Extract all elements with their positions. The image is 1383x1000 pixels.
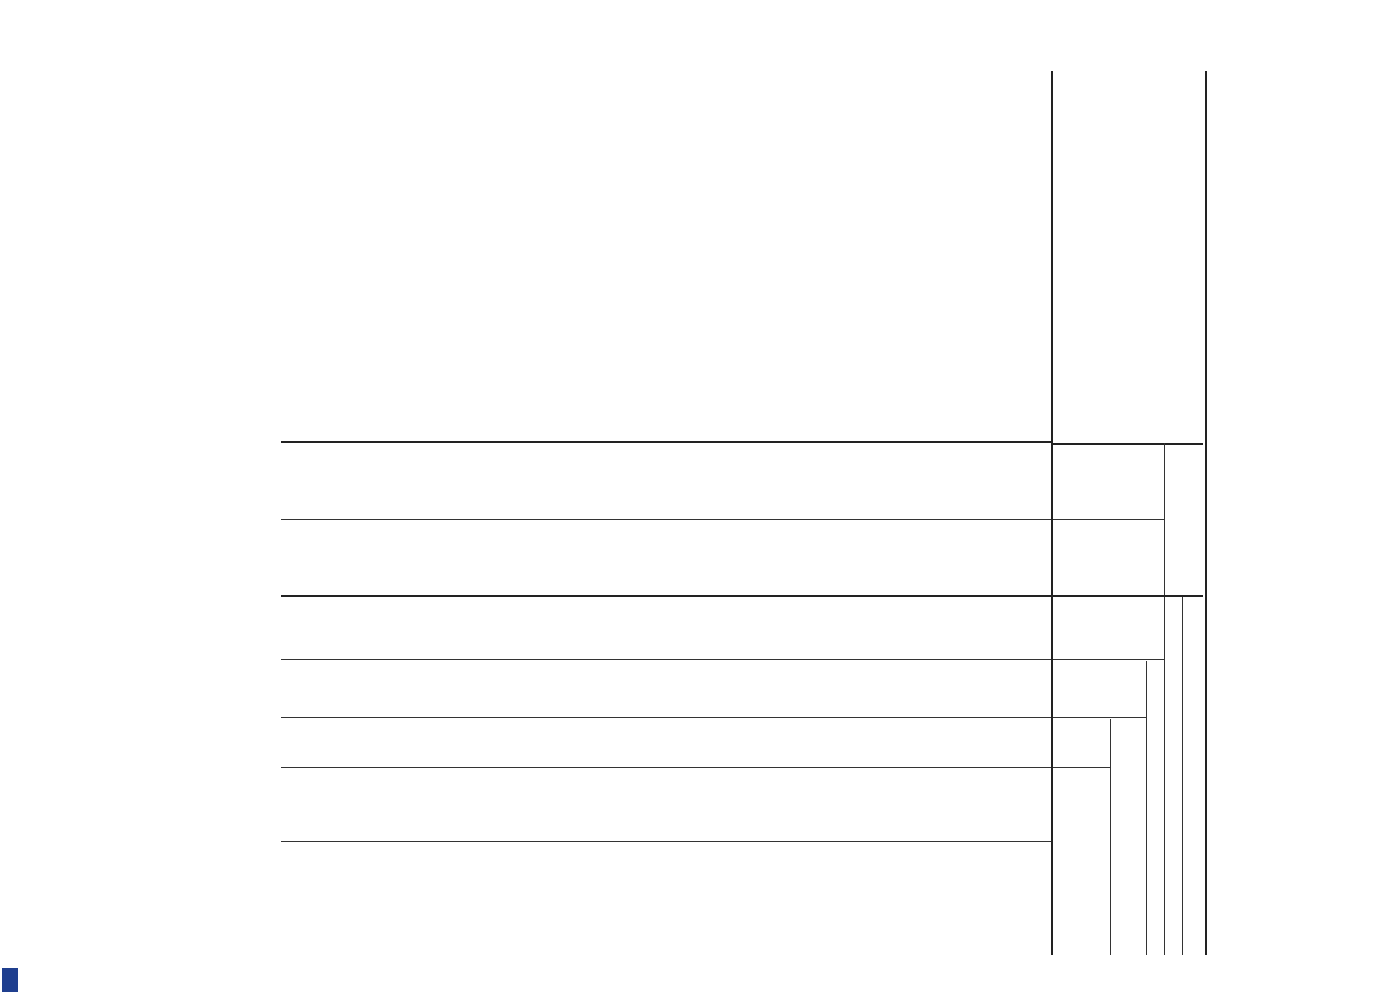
column-rule	[281, 519, 1051, 520]
header-divider	[1053, 519, 1165, 520]
header-divider	[1053, 767, 1111, 768]
header-rule	[1182, 597, 1183, 955]
column-rule	[281, 659, 1051, 660]
dfg-logo-icon	[2, 968, 18, 992]
table-header	[1051, 71, 1203, 955]
header-left-cell	[1053, 71, 1203, 445]
header-divider-main	[1053, 595, 1203, 597]
column-rule	[281, 717, 1051, 718]
column-rule	[281, 441, 1051, 443]
header-rule	[1164, 597, 1165, 955]
header-rule	[1110, 719, 1111, 955]
header-divider	[1053, 659, 1165, 660]
column-rule	[281, 767, 1051, 768]
header-rule	[1146, 661, 1147, 955]
scanned-page	[274, 71, 1251, 955]
rotated-page-content	[274, 71, 1251, 955]
column-rule	[281, 841, 1051, 842]
header-divider	[1053, 717, 1147, 718]
column-rule	[281, 595, 1051, 597]
digitization-note	[6, 605, 20, 995]
page-header	[1205, 71, 1243, 955]
table-body	[281, 71, 1051, 955]
